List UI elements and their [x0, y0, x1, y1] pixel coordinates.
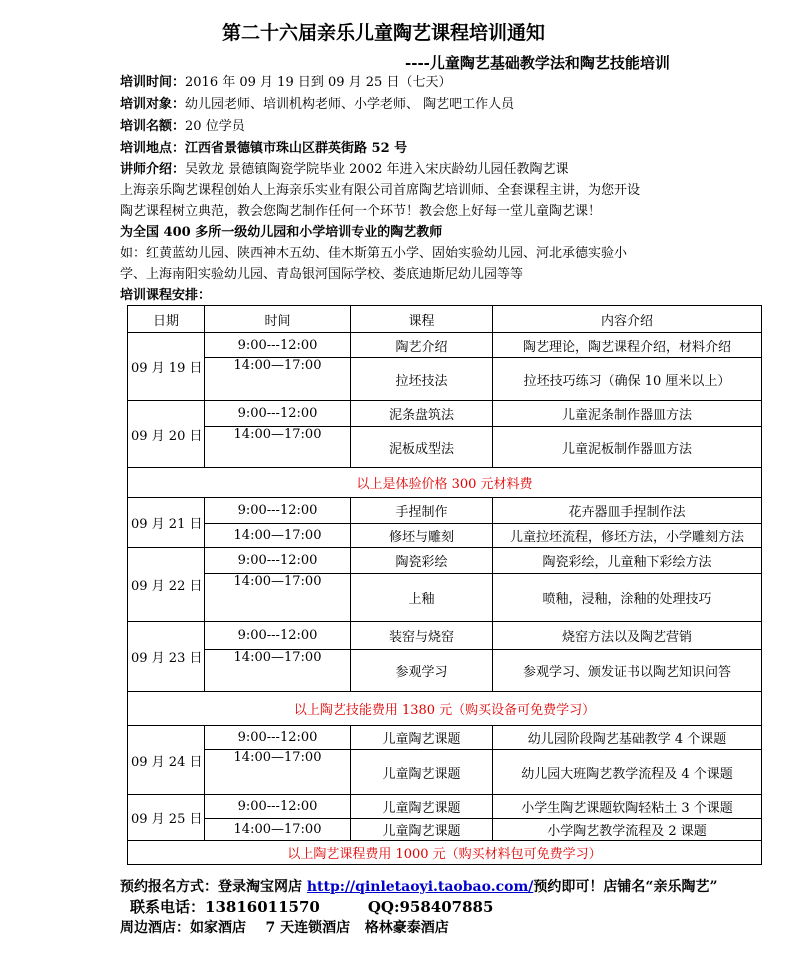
info-audience	[120, 95, 514, 115]
price-note-1: 以上是体验价格 300 元材料费	[128, 468, 762, 498]
row-time: 9:00---12:00	[205, 333, 351, 358]
row-content: 儿童拉坯流程，修坯方法，小学雕刻方法	[493, 524, 762, 548]
signup-suffix: 预约即可！店铺名“亲乐陶艺”	[533, 879, 718, 895]
info-time	[120, 73, 451, 93]
row-content: 参观学习、颁发证书以陶艺知识问答	[493, 650, 762, 692]
row-content: 陶艺理论，陶艺课程介绍，材料介绍	[493, 333, 762, 358]
header-content: 内容介绍	[493, 306, 762, 333]
row-course: 拉坯技法	[351, 358, 493, 401]
row-course: 儿童陶艺课题	[351, 819, 493, 841]
audience-value: 幼儿园老师、培训机构老师、小学老师、 陶艺吧工作人员	[185, 97, 515, 112]
row-course: 陶瓷彩绘	[351, 548, 493, 574]
teacher-line-6: 学、上海南阳实验幼儿园、青岛银河国际学校、娄底迪斯尼幼儿园等等	[120, 267, 524, 282]
day-date: 09 月 20 日	[128, 401, 205, 468]
row-course: 修坯与雕刻	[351, 524, 493, 548]
row-course: 上釉	[351, 574, 493, 622]
quota-label: 培训名额：	[120, 119, 186, 134]
place-label: 培训地点：	[120, 141, 186, 156]
row-course: 陶艺介绍	[351, 333, 493, 358]
row-content: 陶瓷彩绘，儿童釉下彩绘方法	[493, 548, 762, 574]
table-row	[128, 548, 762, 574]
row-time: 9:00---12:00	[205, 726, 351, 750]
row-course: 儿童陶艺课题	[351, 726, 493, 750]
row-content: 儿童泥条制作器皿方法	[493, 401, 762, 427]
shop-link[interactable]: http://qinletaoyi.taobao.com/	[306, 879, 534, 895]
quota-value: 20 位学员	[185, 119, 245, 134]
header-course: 课程	[351, 306, 493, 333]
price-note-2: 以上陶艺技能费用 1380 元（购买设备可免费学习）	[128, 692, 762, 726]
table-row	[128, 333, 762, 358]
teacher-line-5: 如：红黄蓝幼儿园、陕西神木五幼、佳木斯第五小学、固始实验幼儿园、河北承德实验小	[120, 246, 628, 261]
table-row	[128, 524, 762, 548]
price-note-3: 以上陶艺课程费用 1000 元（购买材料包可免费学习）	[128, 841, 762, 865]
contact-line	[130, 896, 493, 917]
row-time: 9:00---12:00	[205, 548, 351, 574]
row-course: 手捏制作	[351, 498, 493, 524]
table-row	[128, 750, 762, 795]
row-time: 14:00—17:00	[205, 427, 351, 468]
row-content: 拉坯技巧练习（确保 10 厘米以上）	[493, 358, 762, 401]
row-content: 花卉器皿手捏制作法	[493, 498, 762, 524]
table-row	[128, 427, 762, 468]
table-row	[128, 726, 762, 750]
row-course: 泥板成型法	[351, 427, 493, 468]
row-content: 幼儿园阶段陶艺基础教学 4 个课题	[493, 726, 762, 750]
day-date: 09 月 25 日	[128, 795, 205, 841]
day-date: 09 月 23 日	[128, 622, 205, 692]
phone-value: 13816011570	[205, 898, 320, 916]
row-time: 14:00—17:00	[205, 524, 351, 548]
row-time: 14:00—17:00	[205, 650, 351, 692]
row-content: 小学生陶艺课题软陶轻粘土 3 个课题	[493, 795, 762, 819]
day-date: 09 月 19 日	[128, 333, 205, 401]
schedule-label: 培训课程安排：	[120, 288, 212, 303]
day-date: 09 月 22 日	[128, 548, 205, 622]
info-quota	[120, 117, 245, 137]
table-row	[128, 574, 762, 622]
row-time: 9:00---12:00	[205, 498, 351, 524]
teacher-line-2: 上海亲乐陶艺课程创始人上海亲乐实业有限公司首席陶艺培训师、全套课程主讲，为您开设	[120, 183, 641, 198]
row-course: 儿童陶艺课题	[351, 750, 493, 795]
signup-line	[120, 876, 718, 896]
qq-number: QQ:958407885	[367, 898, 494, 916]
table-row	[128, 401, 762, 427]
schedule-table	[127, 305, 762, 865]
teacher-label: 讲师介绍：	[120, 162, 186, 177]
hotels-line: 周边酒店：如家酒店 7 天连锁酒店 格林豪泰酒店	[120, 920, 449, 936]
header-time: 时间	[205, 306, 351, 333]
row-course: 参观学习	[351, 650, 493, 692]
row-course: 装窑与烧窑	[351, 622, 493, 650]
row-content: 喷釉，浸釉，涂釉的处理技巧	[493, 574, 762, 622]
day-date: 09 月 24 日	[128, 726, 205, 795]
price-row	[128, 692, 762, 726]
table-row	[128, 622, 762, 650]
time-label: 培训时间：	[120, 75, 186, 90]
row-content: 小学陶艺教学流程及 2 课题	[493, 819, 762, 841]
day-date: 09 月 21 日	[128, 498, 205, 548]
row-time: 9:00---12:00	[205, 795, 351, 819]
audience-label: 培训对象：	[120, 97, 186, 112]
price-row	[128, 468, 762, 498]
row-course: 儿童陶艺课题	[351, 795, 493, 819]
signup-prefix: 预约报名方式：登录淘宝网店	[120, 879, 307, 895]
row-time: 14:00—17:00	[205, 358, 351, 401]
row-time: 9:00---12:00	[205, 401, 351, 427]
price-row	[128, 841, 762, 865]
info-place	[120, 139, 407, 159]
table-header-row	[128, 306, 762, 333]
table-row	[128, 795, 762, 819]
row-time: 14:00—17:00	[205, 819, 351, 841]
teacher-line-1: 吴敦龙 景德镇陶瓷学院毕业 2002 年进入宋庆龄幼儿园任教陶艺课	[185, 162, 569, 177]
place-value: 江西省景德镇市珠山区群英街路 52 号	[185, 141, 408, 156]
row-content: 儿童泥板制作器皿方法	[493, 427, 762, 468]
teacher-line-4: 为全国 400 多所一级幼儿园和小学培训专业的陶艺教师	[120, 225, 443, 240]
row-time: 14:00—17:00	[205, 750, 351, 795]
teacher-line-3: 陶艺课程树立典范，教会您陶艺制作任何一个环节！教会您上好每一堂儿童陶艺课！	[120, 204, 602, 219]
row-course: 泥条盘筑法	[351, 401, 493, 427]
table-row	[128, 498, 762, 524]
info-teacher	[120, 160, 569, 180]
header-date: 日期	[128, 306, 205, 333]
row-time: 14:00—17:00	[205, 574, 351, 622]
table-row	[128, 650, 762, 692]
row-content: 烧窑方法以及陶艺营销	[493, 622, 762, 650]
page-title: 第二十六届亲乐儿童陶艺课程培训通知	[222, 22, 546, 44]
row-content: 幼儿园大班陶艺教学流程及 4 个课题	[493, 750, 762, 795]
time-value: 2016 年 09 月 19 日到 09 月 25 日（七天）	[185, 75, 452, 90]
row-time: 9:00---12:00	[205, 622, 351, 650]
table-row	[128, 358, 762, 401]
page-subtitle: ----儿童陶艺基础教学法和陶艺技能培训	[405, 54, 670, 72]
phone-label: 联系电话：	[130, 898, 206, 916]
table-row	[128, 819, 762, 841]
